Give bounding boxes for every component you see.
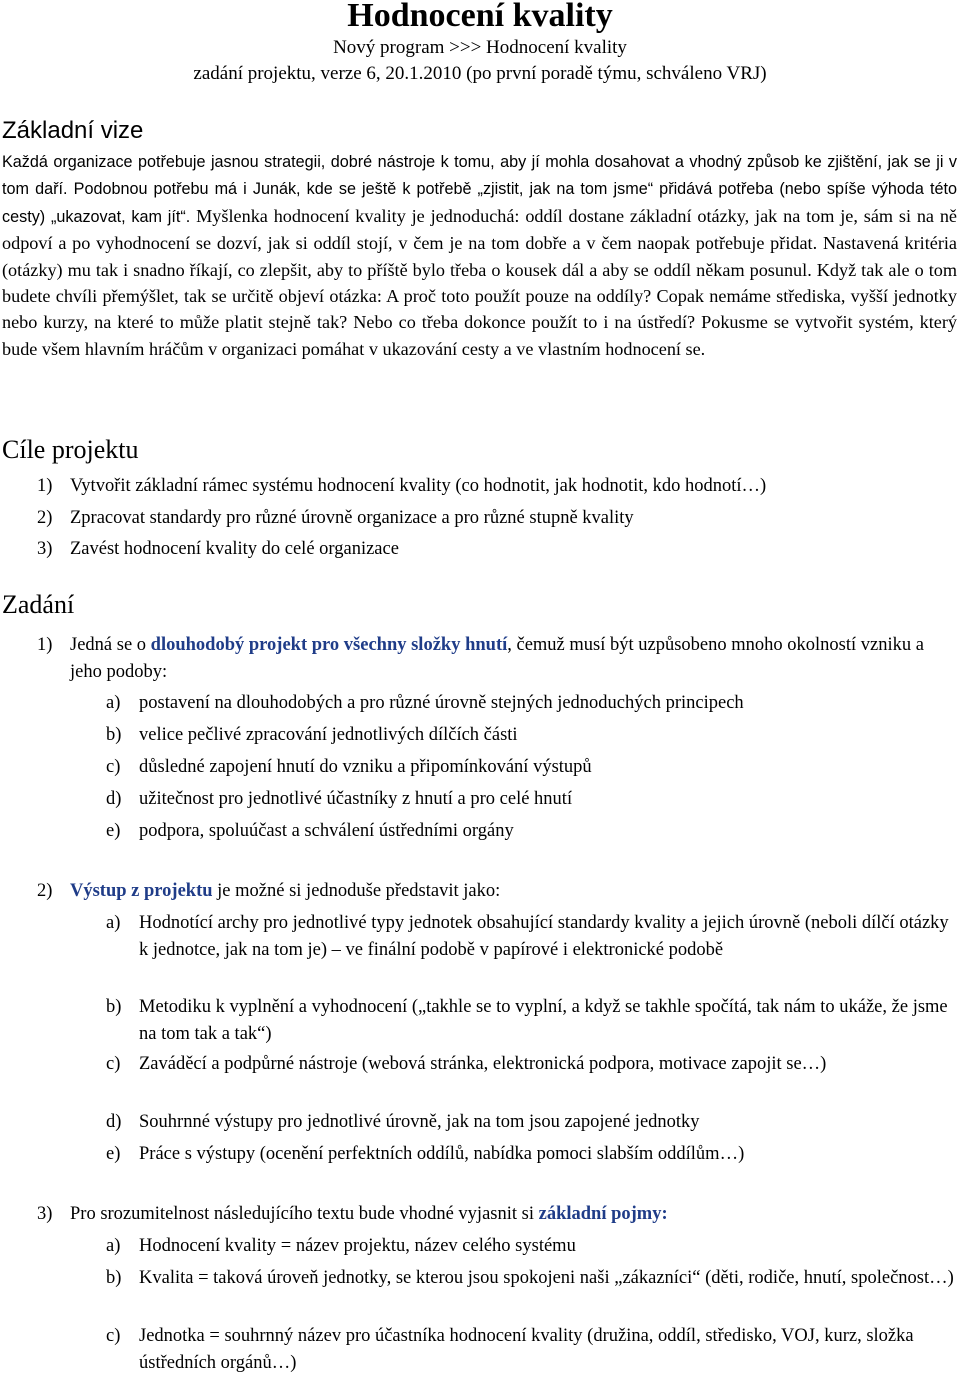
- zadani-item-2-text: [70, 878, 955, 905]
- document-subtitle-program: Nový program >>> Hodnocení kvality: [333, 37, 627, 58]
- sub-item-letter: a): [106, 693, 121, 713]
- sub-item-text: postavení na dlouhodobých a pro různé úrovně stejných jednoduchých principech: [139, 693, 744, 713]
- cile-item-text: Vytvořit základní rámec systému hodnocení kvality (co hodnotit, jak hodnotit, kdo hodnotí…): [70, 476, 767, 496]
- cile-item-number: 2): [37, 508, 53, 528]
- sub-item-text: Hodnotící archy pro jednotlivé typy jednotek obsahující standardy kvality a jejich úrovně (neboli dílčí otázky k jednotce, jak na tom je) – ve finální podobě v papírové i elektronické podobě: [139, 913, 949, 960]
- zadani-item-1-post: , čemuž musí být uzpůsobeno mnoho okolností vzniku a jeho podoby:: [70, 635, 924, 682]
- zadani-item-1-highlight: dlouhodobý projekt pro všechny složky hnutí: [150, 635, 508, 655]
- sub-item-text: užitečnost pro jednotlivé účastníky z hnutí a pro celé hnutí: [139, 789, 573, 809]
- document-title: Hodnocení kvality: [347, 0, 613, 34]
- zadani-item-1-pre: Jedná se o: [70, 635, 151, 655]
- heading-zadani: Zadání: [2, 590, 75, 619]
- sub-item-letter: c): [106, 1054, 121, 1074]
- sub-item-letter: d): [106, 1112, 122, 1132]
- zadani-item-3-text: [70, 1201, 955, 1228]
- sub-item-letter: b): [106, 997, 122, 1017]
- heading-zakladni-vize: Základní vize: [2, 117, 144, 144]
- sub-item-text: Zaváděcí a podpůrné nástroje (webová stránka, elektronická podpora, motivace zapojit se…): [139, 1054, 827, 1074]
- heading-cile-projektu: Cíle projektu: [2, 435, 139, 464]
- sub-item-text: podpora, spoluúčast a schválení ústředními orgány: [139, 821, 514, 841]
- cile-item-text: Zavést hodnocení kvality do celé organizace: [70, 539, 399, 559]
- zadani-item-3-pre: Pro srozumitelnost následujícího textu bude vhodné vyjasnit si: [70, 1204, 539, 1224]
- vize-sentence-3: Myšlenka hodnocení kvality je jednoduchá: oddíl dostane základní otázky, jak na tom je, sám si na ně odpoví a po vyhodnocení se dozví, jak si oddíl stojí, v čem je na tom dobře a v čem naopak potřebuje přidat. Nastavená kritéria (otázky) mu tak i snadno říkají, co zlepšit, aby to příště bylo třeba o kousek dál a aby se oddíl někam posunul. Když tak ale o tom budete chvíli přemýšlet, tak se určitě objeví otázka: A proč toto použít pouze na oddíly? Copak nemáme střediska, vyšší jednotky nebo kurzy, na které to může platit stejně tak? Nebo co třeba dokonce použít to i na ústředí? Pokusme se vytvořit systém, který bude všem hlavním hráčům v organizaci pomáhat v ukazování cesty a ve vlastním hodnocení se.: [2, 205, 958, 359]
- sub-item-letter: d): [106, 789, 122, 809]
- sub-item-text: Kvalita = taková úroveň jednotky, se kterou jsou spokojeni naši „zákazníci“ (děti, rodiče, hnutí, společnost…): [139, 1268, 954, 1288]
- sub-item-letter: a): [106, 1236, 121, 1256]
- cile-item-text: Zpracovat standardy pro různé úrovně organizace a pro různé stupně kvality: [70, 508, 634, 528]
- sub-item-text: Metodiku k vyplnění a vyhodnocení („takhle se to vyplní, a když se takhle spočítá, tak nám to ukáže, že jsme na tom tak a tak“): [139, 997, 948, 1044]
- sub-item-letter: b): [106, 1268, 122, 1288]
- sub-item-letter: a): [106, 913, 121, 933]
- sub-item-text: Souhrnné výstupy pro jednotlivé úrovně, jak na tom jsou zapojené jednotky: [139, 1112, 700, 1132]
- sub-item-text: Práce s výstupy (ocenění perfektních oddílů, nabídka pomoci slabším oddílům…): [139, 1144, 745, 1164]
- sub-item-text: Hodnocení kvality = název projektu, název celého systému: [139, 1236, 576, 1256]
- sub-item-text: důsledné zapojení hnutí do vzniku a připomínkování výstupů: [139, 757, 592, 777]
- sub-item-letter: e): [106, 1144, 121, 1164]
- zadani-item-1-text: [70, 632, 955, 686]
- vize-paragraph: [2, 148, 957, 362]
- zadani-item-2-highlight: Výstup z projektu: [70, 881, 213, 901]
- vize-sentence-2: Podobnou potřebu má i Junák, kde se ještě k potřebě „zjistit, jak na tom jsme“ přidává potřeba (nebo spíše výhoda této cesty) „ukazovat, kam jít“.: [2, 180, 957, 226]
- document-subtitle-version: zadání projektu, verze 6, 20.1.2010 (po první poradě týmu, schváleno VRJ): [193, 63, 767, 84]
- sub-item-text: velice pečlivé zpracování jednotlivých dílčích části: [139, 725, 518, 745]
- zadani-item-number: 3): [37, 1204, 53, 1224]
- sub-item-letter: c): [106, 757, 121, 777]
- sub-item-letter: b): [106, 725, 122, 745]
- zadani-item-number: 2): [37, 881, 53, 901]
- sub-item-text: Jednotka = souhrnný název pro účastníka hodnocení kvality (družina, oddíl, středisko, VOJ, kurz, složka ústředních orgánů…): [139, 1326, 914, 1373]
- cile-item-number: 3): [37, 539, 53, 559]
- zadani-item-number: 1): [37, 635, 53, 655]
- cile-item-number: 1): [37, 476, 53, 496]
- sub-item-letter: e): [106, 821, 121, 841]
- vize-sentence-1: Každá organizace potřebuje jasnou strategii, dobré nástroje k tomu, aby jí mohla dosahovat a vhodný způsob ke zjištění, jak se ji v tom daří.: [2, 153, 957, 199]
- sub-item-letter: c): [106, 1326, 121, 1346]
- zadani-item-2-post: je možné si jednoduše představit jako:: [212, 881, 501, 901]
- zadani-item-3-highlight: základní pojmy:: [538, 1204, 668, 1224]
